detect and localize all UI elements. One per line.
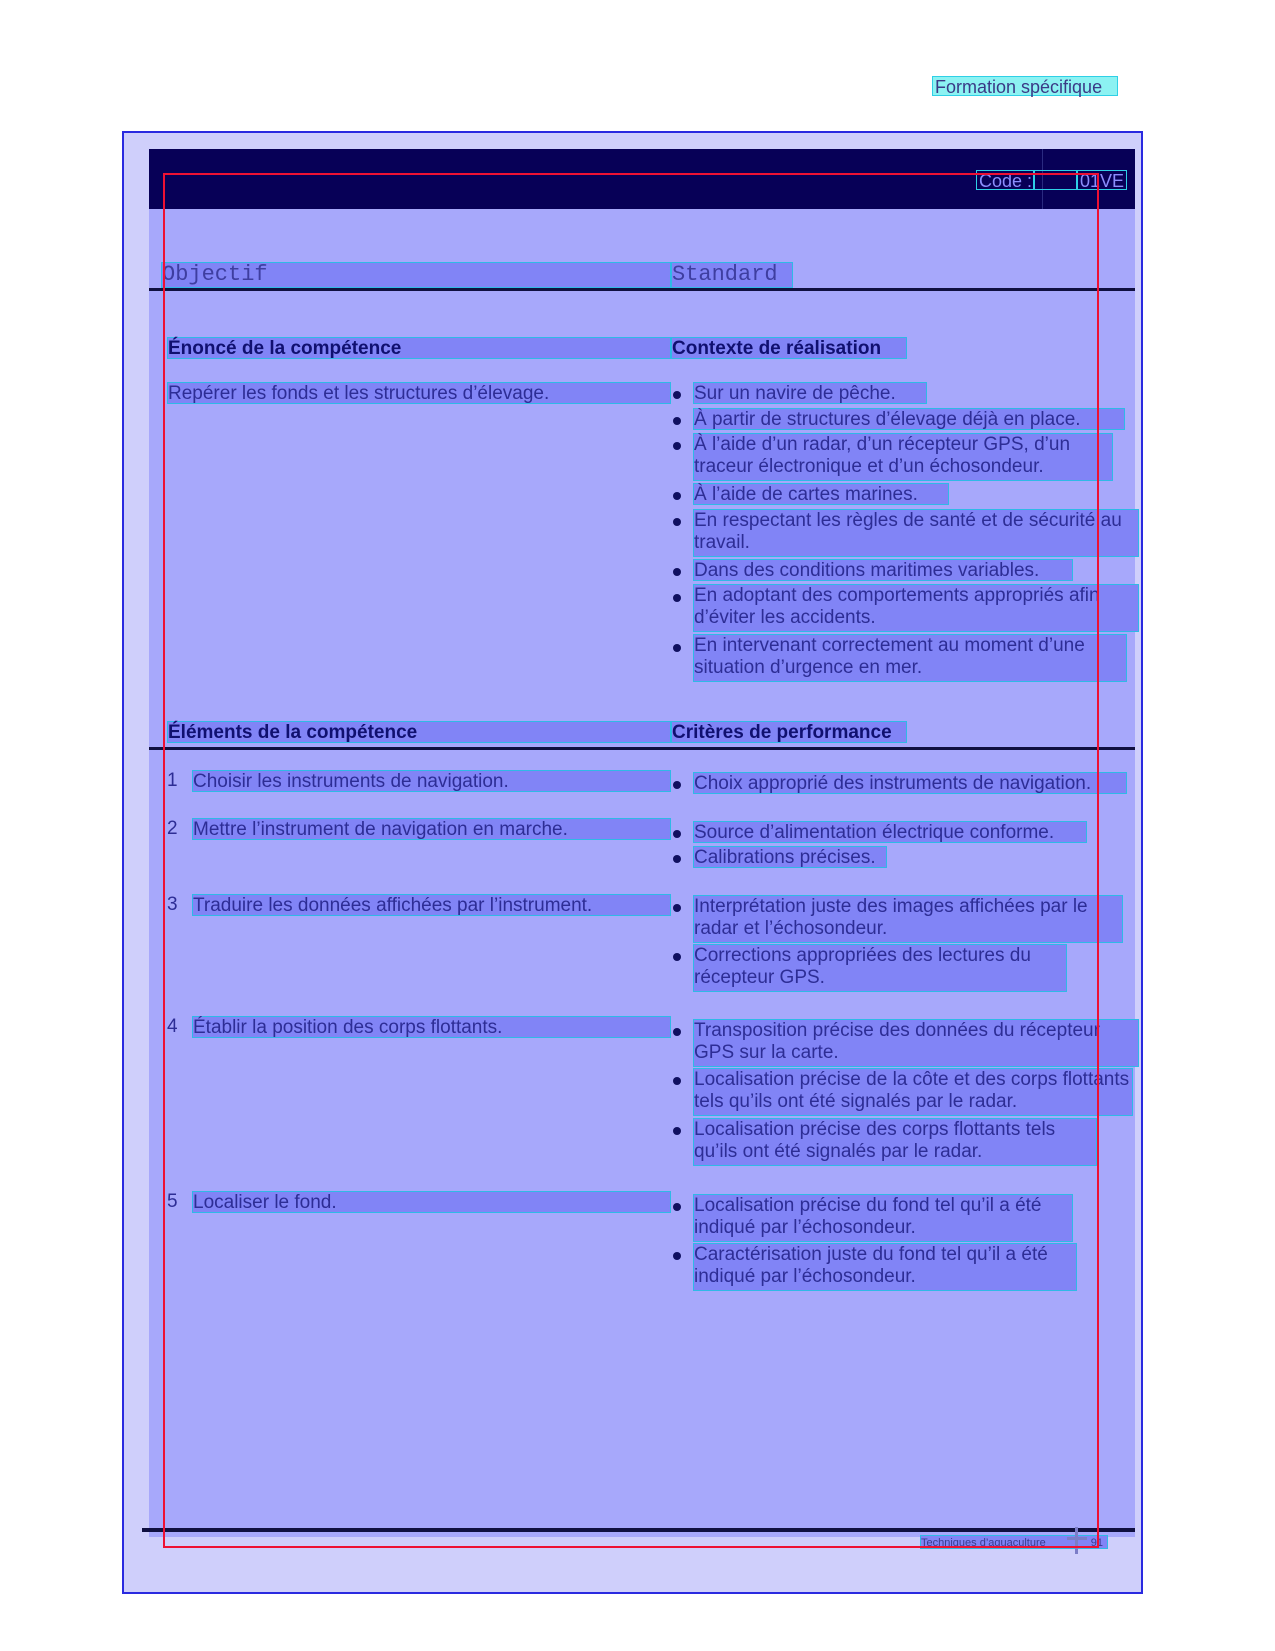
- bullet-icon: [673, 442, 681, 450]
- bullet-icon: [673, 1203, 681, 1211]
- bullet-icon: [673, 518, 681, 526]
- criteria-item: Calibrations précises.: [693, 846, 887, 868]
- element-number: 4: [167, 1016, 178, 1037]
- element-text: Établir la position des corps flottants.: [192, 1016, 671, 1038]
- footer-marker: [1075, 1527, 1078, 1554]
- bullet-icon: [673, 492, 681, 500]
- context-item: À partir de structures d’élevage déjà en place.: [693, 408, 1125, 430]
- footer-title: Techniques d’aquaculture: [921, 1537, 1046, 1549]
- context-item: En adoptant des comportements appropriés afin d’éviter les accidents.: [693, 584, 1139, 632]
- bullet-icon: [673, 417, 681, 425]
- element-number: 3: [167, 894, 178, 915]
- bullet-icon: [673, 1077, 681, 1085]
- element-text: Choisir les instruments de navigation.: [192, 770, 671, 792]
- code-value: 01VE: [1077, 170, 1127, 190]
- page-number: 91: [1090, 1537, 1103, 1549]
- bullet-icon: [673, 644, 681, 652]
- criteria-item: Source d’alimentation électrique conforme.: [693, 821, 1087, 843]
- element-text: Traduire les données affichées par l’instrument.: [192, 894, 671, 916]
- element-number: 5: [167, 1191, 178, 1212]
- code-label: Code :: [976, 170, 1035, 190]
- bullet-icon: [673, 904, 681, 912]
- bullet-icon: [673, 594, 681, 602]
- column-title-rule: [149, 288, 1135, 291]
- context-heading: Contexte de réalisation: [671, 337, 907, 359]
- column-title-standard: Standard: [671, 262, 793, 288]
- code-spacer: [1033, 170, 1077, 190]
- bullet-icon: [673, 1127, 681, 1135]
- footer-marker-horizontal: [1067, 1537, 1087, 1540]
- bullet-icon: [673, 953, 681, 961]
- criteria-item: Choix approprié des instruments de navigation.: [693, 772, 1127, 794]
- element-text: Localiser le fond.: [192, 1191, 671, 1213]
- criteria-item: Localisation précise du fond tel qu’il a été indiqué par l’échosondeur.: [693, 1194, 1073, 1242]
- criteria-item: Transposition précise des données du récepteur GPS sur la carte.: [693, 1019, 1139, 1067]
- context-item: En respectant les règles de santé et de sécurité au travail.: [693, 509, 1139, 557]
- elements-rule: [149, 747, 1135, 750]
- element-number: 1: [167, 770, 178, 791]
- bullet-icon: [673, 391, 681, 399]
- competence-heading: Énoncé de la compétence: [167, 337, 671, 359]
- competence-statement: Repérer les fonds et les structures d’élevage.: [167, 382, 671, 404]
- criteria-item: Localisation précise de la côte et des corps flottants tels qu’ils ont été signalés par le radar.: [693, 1068, 1133, 1116]
- section-header: Formation spécifique: [932, 76, 1118, 96]
- criteria-item: Corrections appropriées des lectures du récepteur GPS.: [693, 944, 1067, 992]
- element-text: Mettre l’instrument de navigation en marche.: [192, 818, 671, 840]
- context-item: En intervenant correctement au moment d’une situation d’urgence en mer.: [693, 634, 1127, 682]
- criteria-item: Interprétation juste des images affichées par le radar et l’échosondeur.: [693, 895, 1123, 943]
- bullet-icon: [673, 830, 681, 838]
- bullet-icon: [673, 855, 681, 863]
- context-item: À l’aide de cartes marines.: [693, 483, 949, 505]
- criteria-heading: Critères de performance: [671, 721, 907, 743]
- criteria-item: Caractérisation juste du fond tel qu’il a été indiqué par l’échosondeur.: [693, 1243, 1077, 1291]
- context-item: Dans des conditions maritimes variables.: [693, 559, 1073, 581]
- footer-rule: [142, 1528, 1135, 1532]
- element-number: 2: [167, 818, 178, 839]
- bullet-icon: [673, 568, 681, 576]
- context-item: À l’aide d’un radar, d’un récepteur GPS, d’un traceur électronique et d’un échosondeur.: [693, 433, 1113, 481]
- elements-heading: Éléments de la compétence: [167, 721, 671, 743]
- bullet-icon: [673, 1252, 681, 1260]
- bullet-icon: [673, 1028, 681, 1036]
- criteria-item: Localisation précise des corps flottants tels qu’ils ont été signalés par le radar.: [693, 1118, 1097, 1166]
- context-item: Sur un navire de pêche.: [693, 382, 927, 404]
- bullet-icon: [673, 781, 681, 789]
- column-title-objectif: Objectif: [161, 262, 671, 288]
